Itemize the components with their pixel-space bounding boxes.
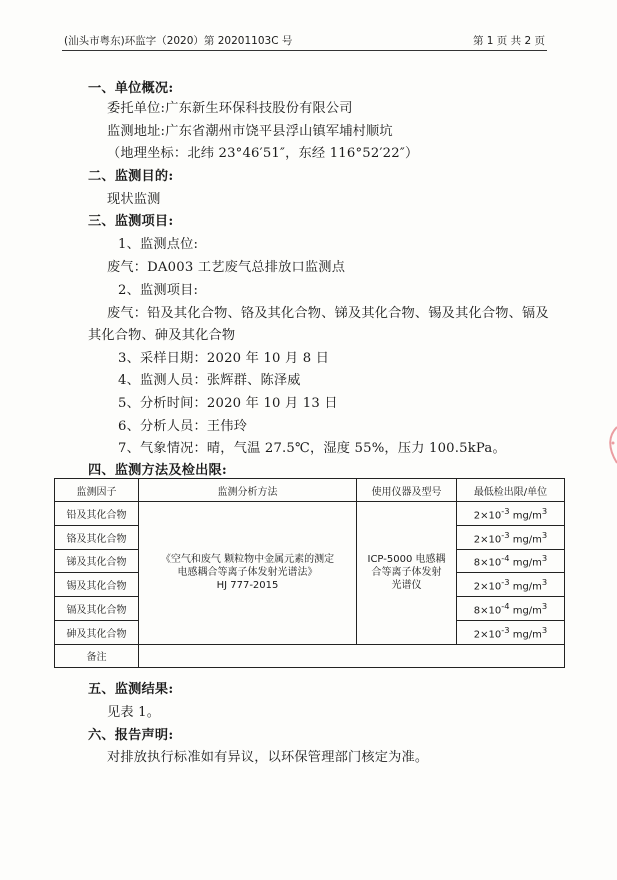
factor-cell: 镉及其化合物: [55, 597, 139, 621]
method-line-3: HJ 777-2015: [216, 580, 279, 592]
section-6-title: 六、报告声明:: [88, 728, 174, 743]
weather-conditions: 7、气象情况：晴，气温 27.5℃，湿度 55%，压力 100.5kPa。: [118, 441, 506, 456]
limit-cell: $2\times 10^{-3}$ $mg/m^3$: [457, 525, 565, 549]
method-table: [54, 478, 565, 668]
section-2-title: 二、监测目的:: [88, 169, 174, 184]
factor-cell: 铬及其化合物: [55, 525, 139, 549]
factor-cell: 砷及其化合物: [55, 620, 139, 644]
section-4-title: 四、监测方法及检出限:: [88, 463, 227, 478]
instrument-cell: [357, 502, 457, 645]
section-5-title: 五、监测结果:: [88, 682, 174, 697]
point-label: 1、监测点位:: [118, 237, 199, 252]
items-label: 2、监测项目:: [118, 283, 199, 298]
factor-cell: 锡及其化合物: [55, 573, 139, 597]
limit-cell: $2\times 10^{-3}$ $mg/m^3$: [457, 573, 565, 597]
client-line: [107, 97, 353, 116]
address-line: [107, 120, 393, 139]
remark-row: [55, 644, 565, 667]
monitor-staff: 4、监测人员：张辉群、陈泽威: [118, 373, 301, 388]
factor-cell: 锑及其化合物: [55, 549, 139, 573]
address-value: 广东省潮州市饶平县浮山镇军埔村顺坑: [165, 124, 393, 139]
limit-cell: $8\times 10^{-4}$ $mg/m^3$: [457, 549, 565, 573]
instrument-line-3: 光谱仪: [391, 580, 422, 592]
method-line-1: 《空气和废气 颗粒物中金属元素的测定: [160, 554, 335, 566]
limit-cell: $8\times 10^{-4}$ $mg/m^3$: [457, 597, 565, 621]
remark-label: 备注: [55, 644, 139, 667]
header-factor: 监测因子: [55, 479, 139, 502]
result-text: 见表 1。: [107, 705, 161, 720]
method-line-2: 电感耦合等离子体发射光谱法》: [177, 567, 318, 579]
section-3-title: 三、监测项目:: [88, 214, 174, 229]
address-label: 监测地址:: [107, 124, 166, 139]
client-label: 委托单位:: [107, 101, 166, 116]
header-limit: 最低检出限/单位: [457, 479, 565, 502]
factor-cell: 铅及其化合物: [55, 502, 139, 526]
table-row: [55, 502, 565, 526]
page-header: [62, 30, 547, 51]
table-header-row: [55, 479, 565, 502]
header-method: 监测分析方法: [139, 479, 357, 502]
point-value: 废气：DA003 工艺废气总排放口监测点: [107, 260, 346, 275]
method-cell: [139, 502, 357, 645]
items-value-line-2: 其化合物、砷及其化合物: [88, 328, 236, 343]
remark-value: [139, 644, 565, 667]
limit-cell: $2\times 10^{-3}$ $mg/m^3$: [457, 620, 565, 644]
statement-text: 对排放执行标准如有异议，以环保管理部门核定为准。: [107, 750, 429, 765]
items-value-line-1: 废气：铅及其化合物、铬及其化合物、锑及其化合物、锡及其化合物、镉及: [107, 306, 549, 321]
coordinates: （地理坐标：北纬 23°46′51″，东经 116°52′22″）: [107, 146, 419, 161]
seal-edge-mark: [603, 425, 617, 465]
instrument-line-2: 合等离子体发射: [371, 567, 442, 579]
document-number: (汕头市粤东)环监字（2020）第 20201103C 号: [64, 35, 293, 47]
analyst: 6、分析人员：王伟玲: [118, 419, 248, 434]
limit-cell: $2\times 10^{-3}$ $mg/m^3$: [457, 502, 565, 526]
instrument-line-1: ICP-5000 电感耦: [367, 554, 446, 566]
client-value: 广东新生环保科技股份有限公司: [165, 101, 353, 116]
page-indicator: 第 1 页 共 2 页: [472, 35, 545, 47]
analysis-time: 5、分析时间：2020 年 10 月 13 日: [118, 396, 338, 411]
purpose-text: 现状监测: [107, 192, 161, 207]
section-1-title: 一、单位概况:: [88, 81, 174, 96]
sample-date: 3、采样日期：2020 年 10 月 8 日: [118, 351, 330, 366]
header-instrument: 使用仪器及型号: [357, 479, 457, 502]
